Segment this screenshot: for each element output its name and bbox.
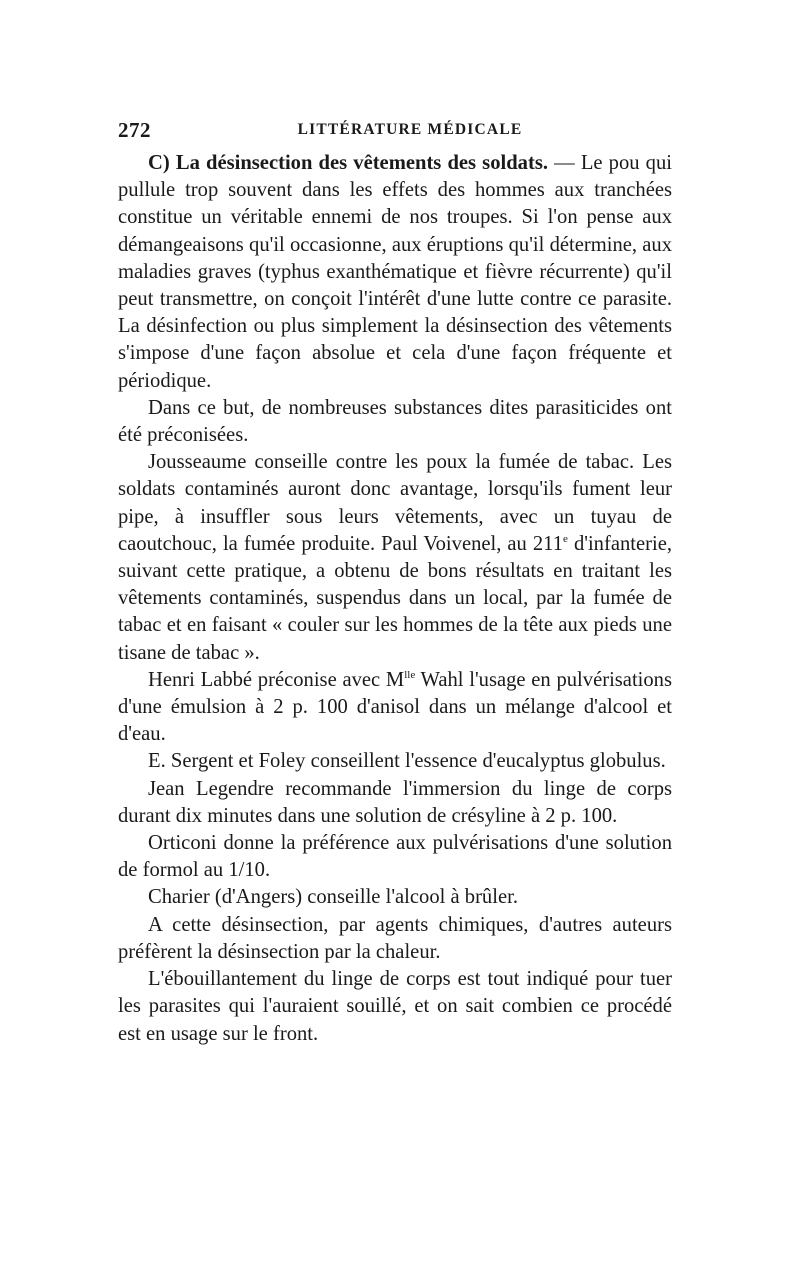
title-superscript: lle bbox=[404, 669, 416, 681]
paragraph-5: Jean Legendre recommande l'immersion du linge de corps durant dix minutes dans une solution de crésyline à 2 p. 100. bbox=[118, 777, 672, 827]
body-text bbox=[118, 150, 672, 1048]
section-intro: — Le pou qui pullule trop souvent dans les effets des hommes aux tranchées constitue un véritable ennemi de nos troupes. Si l'on pense aux démangeaisons qu'il occasionne, aux éruptions qu'il détermine, aux maladies graves (typhus exanthématique et fièvre récurrente) qu'il peut transmettre, on conçoit l'intérêt d'une lutte contre ce parasite. La désinfection ou plus simplement la désinsection des vêtements s'impose d'une façon absolue et cela d'une façon fréquente et périodique. bbox=[118, 152, 672, 392]
paragraph-4: E. Sergent et Foley conseillent l'essence d'eucalyptus globulus. bbox=[148, 750, 666, 773]
section-heading: C) La désinsection des vêtements des soldats. bbox=[148, 152, 548, 174]
paragraph-1: Dans ce but, de nombreuses substances dites parasiticides ont été préconisées. bbox=[118, 396, 672, 447]
paragraph-2-part-2: d'infanterie, suivant cette pratique, a obtenu de bons résultats en traitant les vêtements contaminés, suspendus dans un local, par la fumée de tabac et en faisant « couler sur les hommes de la tête aux pieds une tisane de tabac ». bbox=[118, 532, 672, 664]
paragraph-6: Orticoni donne la préférence aux pulvérisations d'une solution de formol au 1/10. bbox=[118, 832, 672, 882]
running-title: LITTÉRATURE MÉDICALE bbox=[297, 121, 523, 138]
paragraph-3-part-1: Henri Labbé préconise avec M bbox=[148, 668, 405, 691]
page-header bbox=[118, 118, 672, 142]
section-paragraph bbox=[118, 150, 672, 395]
ordinal-superscript: e bbox=[563, 532, 568, 545]
paragraph-2 bbox=[118, 449, 672, 667]
paragraph-9: L'ébouillantement du linge de corps est tout indiqué pour tuer les parasites qui l'auraient souillé, et on sait combien ce procédé est en usage sur le front. bbox=[118, 968, 672, 1045]
paragraph-3-part-2: Wahl l'usage en pulvérisations d'une émulsion à 2 p. 100 d'anisol dans un mélange d'alcool et d'eau. bbox=[118, 668, 672, 746]
paragraph-8: A cette désinsection, par agents chimiques, d'autres auteurs préfèrent la désinsection par la chaleur. bbox=[118, 913, 672, 963]
page-number: 272 bbox=[118, 118, 151, 142]
paragraph-2-part-1: Jousseaume conseille contre les poux la fumée de tabac. Les soldats contaminés auront donc avantage, lorsqu'ils fument leur pipe, à insuffler sous leurs vêtements, avec un tuyau de caoutchouc, la fumée produite. Paul Voivenel, au 211 bbox=[118, 451, 672, 555]
paragraph-3 bbox=[118, 667, 672, 749]
paragraph-7: Charier (d'Angers) conseille l'alcool à brûler. bbox=[148, 886, 518, 909]
